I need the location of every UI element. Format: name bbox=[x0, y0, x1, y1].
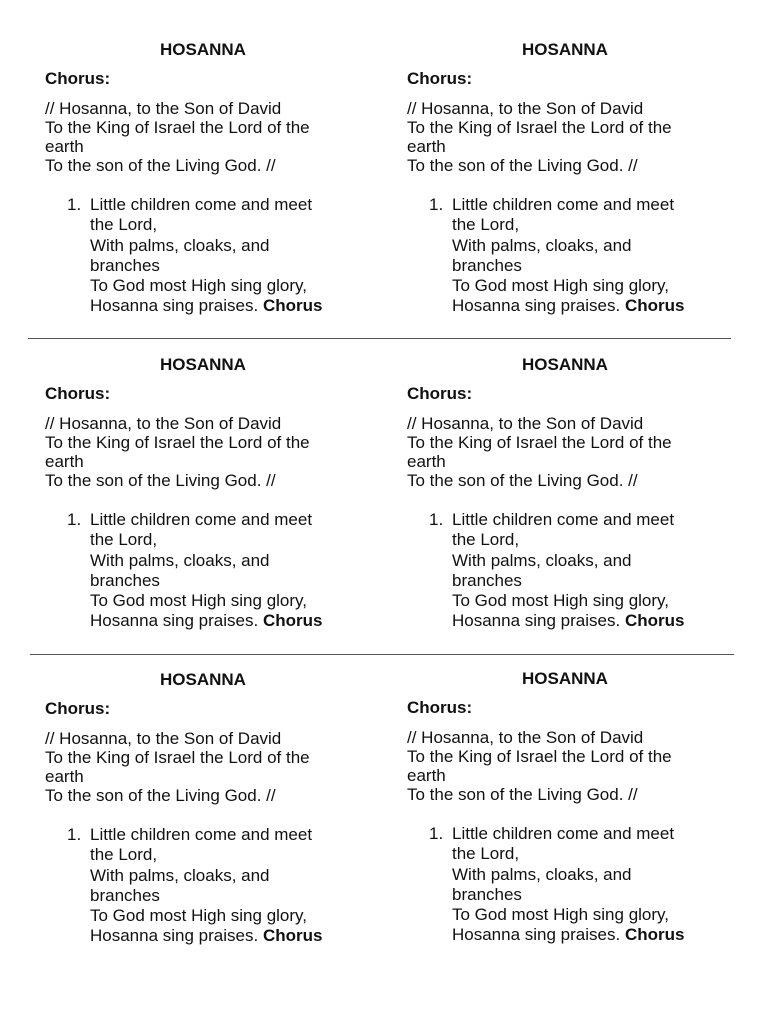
chorus-line: // Hosanna, to the Son of David bbox=[407, 414, 644, 433]
verse-line: branches bbox=[90, 570, 160, 590]
song-title: HOSANNA bbox=[522, 355, 608, 374]
chorus-line: earth bbox=[407, 137, 446, 156]
chorus-label: Chorus: bbox=[407, 698, 473, 717]
verse-line: the Lord, bbox=[452, 844, 520, 864]
verse-line: To God most High sing glory, bbox=[90, 591, 307, 611]
chorus-line: To the son of the Living God. // bbox=[407, 785, 638, 804]
chorus-line: To the King of Israel the Lord of the bbox=[45, 748, 310, 767]
verse-line: branches bbox=[452, 884, 522, 904]
verse-line: the Lord, bbox=[452, 215, 520, 235]
chorus-reference: Chorus bbox=[262, 611, 323, 631]
verse-number: 1. bbox=[67, 195, 82, 214]
chorus-line: // Hosanna, to the Son of David bbox=[407, 99, 644, 118]
chorus-line: To the King of Israel the Lord of the bbox=[45, 118, 310, 137]
chorus-reference: Chorus bbox=[624, 296, 685, 316]
chorus-line: To the son of the Living God. // bbox=[45, 786, 276, 805]
song-title: HOSANNA bbox=[160, 40, 246, 59]
verse-line: branches bbox=[452, 255, 522, 275]
cut-line-divider bbox=[28, 338, 731, 339]
verse-line: With palms, cloaks, and bbox=[452, 864, 632, 884]
verse-line: branches bbox=[90, 255, 160, 275]
chorus-label: Chorus: bbox=[407, 69, 473, 88]
verse-line: Little children come and meet bbox=[452, 824, 675, 843]
verse-line: Hosanna sing praises. bbox=[452, 925, 621, 945]
chorus-text bbox=[407, 728, 727, 804]
verse-line: Hosanna sing praises. bbox=[452, 296, 621, 316]
verse-line: Little children come and meet bbox=[452, 195, 675, 214]
verse-line: branches bbox=[90, 885, 160, 905]
chorus-line: // Hosanna, to the Son of David bbox=[45, 414, 282, 433]
song-title: HOSANNA bbox=[160, 670, 246, 689]
chorus-text bbox=[45, 414, 365, 490]
verse-line: Little children come and meet bbox=[452, 510, 675, 529]
chorus-line: earth bbox=[45, 137, 84, 156]
chorus-line: earth bbox=[407, 452, 446, 471]
verse-line: Little children come and meet bbox=[90, 825, 313, 844]
chorus-line: To the King of Israel the Lord of the bbox=[407, 118, 672, 137]
verse-line: With palms, cloaks, and bbox=[452, 550, 632, 570]
verse-line: Hosanna sing praises. bbox=[452, 611, 621, 631]
verse-number: 1. bbox=[429, 510, 444, 529]
song-title: HOSANNA bbox=[160, 355, 246, 374]
cut-line-divider bbox=[30, 654, 734, 655]
chorus-reference: Chorus bbox=[624, 925, 685, 945]
verse-line: With palms, cloaks, and bbox=[90, 550, 270, 570]
verse-line: With palms, cloaks, and bbox=[90, 235, 270, 255]
chorus-line: earth bbox=[407, 766, 446, 785]
chorus-text bbox=[407, 414, 727, 490]
chorus-line: // Hosanna, to the Son of David bbox=[45, 729, 282, 748]
chorus-line: earth bbox=[45, 452, 84, 471]
verse-line: the Lord, bbox=[90, 215, 158, 235]
verse-line: To God most High sing glory, bbox=[90, 906, 307, 926]
verse-number: 1. bbox=[429, 195, 444, 214]
chorus-line: To the King of Israel the Lord of the bbox=[45, 433, 310, 452]
verse-number: 1. bbox=[67, 825, 82, 844]
verse-line: Little children come and meet bbox=[90, 195, 313, 214]
verse-line: Hosanna sing praises. bbox=[90, 926, 259, 946]
chorus-label: Chorus: bbox=[45, 699, 111, 718]
chorus-line: To the son of the Living God. // bbox=[45, 156, 276, 175]
song-title: HOSANNA bbox=[522, 669, 608, 688]
verse-line: Hosanna sing praises. bbox=[90, 296, 259, 316]
verse-line: the Lord, bbox=[452, 530, 520, 550]
chorus-line: // Hosanna, to the Son of David bbox=[407, 728, 644, 747]
chorus-line: To the son of the Living God. // bbox=[407, 471, 638, 490]
chorus-text bbox=[407, 99, 727, 175]
verse-number: 1. bbox=[429, 824, 444, 843]
chorus-text bbox=[45, 729, 365, 805]
chorus-text bbox=[45, 99, 365, 175]
verse-number: 1. bbox=[67, 510, 82, 529]
chorus-line: To the King of Israel the Lord of the bbox=[407, 433, 672, 452]
verse-line: With palms, cloaks, and bbox=[90, 865, 270, 885]
verse-line: To God most High sing glory, bbox=[452, 276, 669, 296]
chorus-reference: Chorus bbox=[262, 926, 323, 946]
song-title: HOSANNA bbox=[522, 40, 608, 59]
chorus-label: Chorus: bbox=[407, 384, 473, 403]
chorus-label: Chorus: bbox=[45, 69, 111, 88]
verse-line: To God most High sing glory, bbox=[90, 276, 307, 296]
verse-line: To God most High sing glory, bbox=[452, 905, 669, 925]
verse-line: branches bbox=[452, 570, 522, 590]
verse-line: the Lord, bbox=[90, 530, 158, 550]
verse-line: Hosanna sing praises. bbox=[90, 611, 259, 631]
chorus-line: To the son of the Living God. // bbox=[45, 471, 276, 490]
chorus-label: Chorus: bbox=[45, 384, 111, 403]
chorus-reference: Chorus bbox=[262, 296, 323, 316]
chorus-line: To the son of the Living God. // bbox=[407, 156, 638, 175]
chorus-line: // Hosanna, to the Son of David bbox=[45, 99, 282, 118]
chorus-line: earth bbox=[45, 767, 84, 786]
chorus-reference: Chorus bbox=[624, 611, 685, 631]
chorus-line: To the King of Israel the Lord of the bbox=[407, 747, 672, 766]
verse-line: To God most High sing glory, bbox=[452, 591, 669, 611]
verse-line: Little children come and meet bbox=[90, 510, 313, 529]
verse-line: With palms, cloaks, and bbox=[452, 235, 632, 255]
verse-line: the Lord, bbox=[90, 845, 158, 865]
